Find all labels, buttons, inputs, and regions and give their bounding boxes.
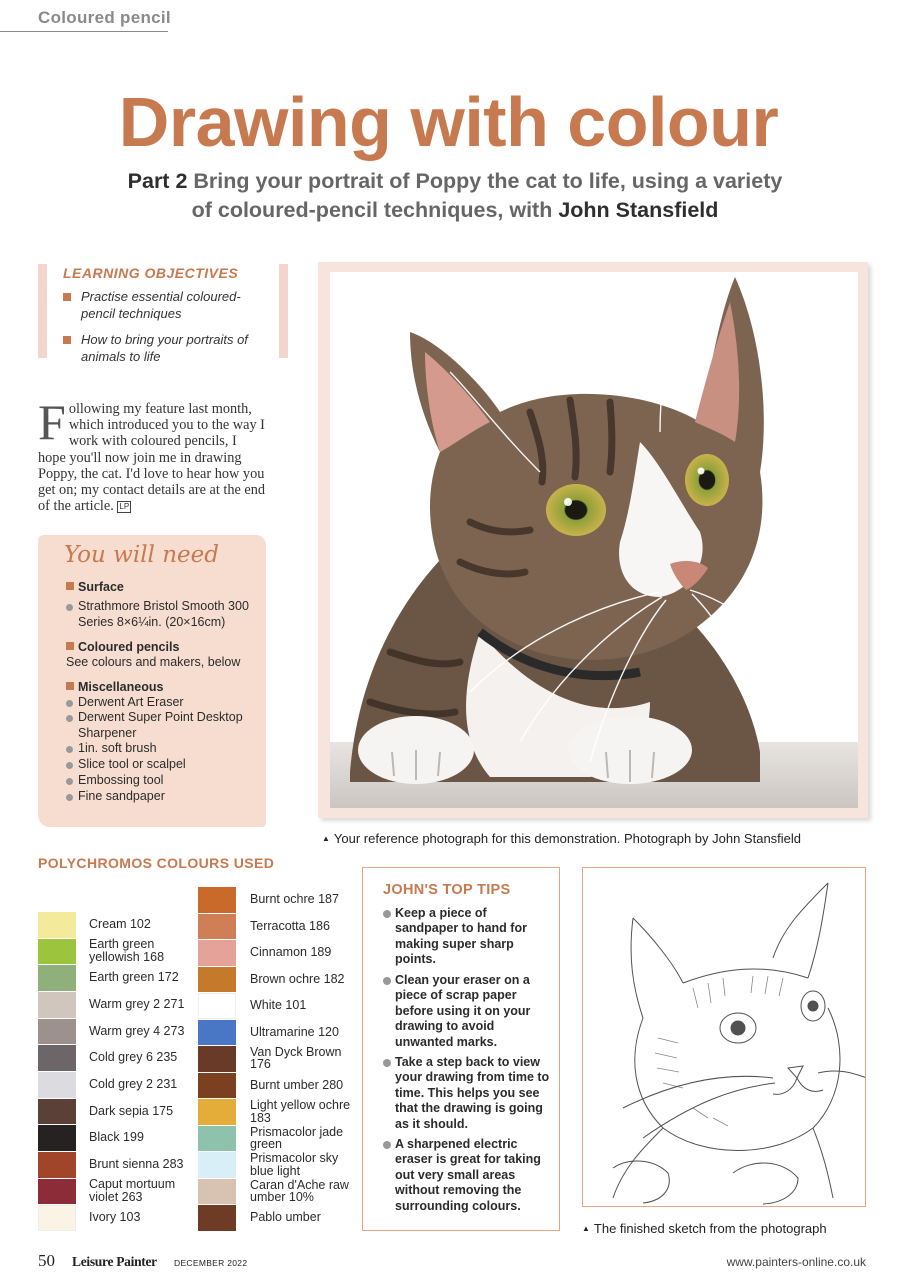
colour-name: Earth green yellowish 168 <box>89 937 165 964</box>
colour-swatch <box>38 911 76 938</box>
cat-photo-illustration <box>330 272 858 808</box>
bullet-square-icon <box>66 582 74 590</box>
colour-swatch <box>38 964 76 991</box>
colour-swatch <box>198 1045 236 1072</box>
colour-swatch <box>198 913 236 940</box>
tip-item: A sharpened electric eraser is great for taking out very small areas without removing the surrounding colours. <box>383 1137 553 1214</box>
colours-used-title: POLYCHROMOS COLOURS USED <box>38 855 275 871</box>
colour-swatch <box>38 1151 76 1178</box>
surface-heading: Surface <box>66 580 124 594</box>
colour-name: White 101 <box>250 998 307 1013</box>
colour-name: Cinnamon 189 <box>250 945 332 960</box>
pencils-heading: Coloured pencils <box>66 640 179 654</box>
colour-swatch <box>198 939 236 966</box>
colour-name: Dark sepia 175 <box>89 1103 174 1118</box>
cat-sketch-illustration <box>583 868 866 1207</box>
colour-name: Light yellow ochre 183 <box>250 1098 351 1125</box>
colour-swatch <box>198 1125 236 1152</box>
bullet-dot-icon <box>66 778 73 785</box>
colour-swatch <box>38 1044 76 1071</box>
colour-name: Brunt sienna 283 <box>89 1157 184 1172</box>
bullet-dot-icon <box>383 910 391 918</box>
bullet-square-icon <box>66 642 74 650</box>
learning-objectives-title: LEARNING OBJECTIVES <box>63 265 239 281</box>
bullet-dot-icon <box>66 762 73 769</box>
misc-heading: Miscellaneous <box>66 680 163 694</box>
colour-swatch <box>38 1178 76 1205</box>
colour-name: Burnt ochre 187 <box>250 892 339 907</box>
sketch-caption: ▲ The finished sketch from the photograph <box>582 1221 827 1236</box>
colour-swatch <box>38 1071 76 1098</box>
article-title: Drawing with colour <box>118 83 779 161</box>
colour-swatch <box>38 1018 76 1045</box>
learning-objective-item: How to bring your portraits of animals to life <box>63 331 273 365</box>
tip-item: Clean your eraser on a piece of scrap paper before using it on your drawing to avoid unwanted marks. <box>383 973 553 1050</box>
website-link[interactable]: www.painters-online.co.uk <box>726 1255 866 1269</box>
bullet-dot-icon <box>66 604 73 611</box>
colour-swatch <box>198 886 236 913</box>
bullet-dot-icon <box>66 700 73 707</box>
bullet-dot-icon <box>66 715 73 722</box>
bullet-square-icon <box>66 682 74 690</box>
colour-swatch <box>198 966 236 993</box>
page-number: 50 <box>38 1251 55 1270</box>
section-tag: Coloured pencil <box>38 8 171 27</box>
bullet-dot-icon <box>66 794 73 801</box>
drop-cap: F <box>38 394 66 450</box>
colour-name: Cold grey 6 235 <box>89 1050 178 1065</box>
colour-swatch <box>38 1098 76 1125</box>
part-label: Part 2 <box>127 169 188 193</box>
colour-swatch <box>38 991 76 1018</box>
colour-name: Ivory 103 <box>89 1210 141 1225</box>
issue-date: DECEMBER 2022 <box>174 1258 248 1268</box>
finished-sketch <box>582 867 866 1207</box>
tip-item: Take a step back to view your drawing from time to time. This helps you see that the drawing is going as it should. <box>383 1055 553 1132</box>
colour-name: Caran d'Ache raw umber 10% <box>250 1177 349 1205</box>
colour-name: Brown ochre 182 <box>250 971 345 986</box>
colour-swatch <box>198 1204 236 1231</box>
triangle-icon: ▲ <box>322 834 330 843</box>
colour-name: Caput mortuum violet 263 <box>89 1177 176 1204</box>
colour-name: Terracotta 186 <box>250 918 330 933</box>
intro-paragraph <box>38 394 266 515</box>
magazine-name: Leisure Painter <box>72 1254 157 1269</box>
bullet-dot-icon <box>383 1059 391 1067</box>
colour-name: Earth green 172 <box>89 970 179 985</box>
colour-name: Black 199 <box>89 1130 144 1145</box>
colour-swatch <box>38 938 76 965</box>
colour-name: Pablo umber <box>250 1210 321 1225</box>
colour-swatch <box>198 1098 236 1125</box>
colour-name: Ultramarine 120 <box>250 1024 339 1039</box>
misc-item: 1in. soft brush <box>66 741 256 757</box>
colour-name: Warm grey 2 271 <box>89 997 185 1012</box>
learning-objective-item: Practise essential coloured-pencil techniques <box>63 288 273 322</box>
bullet-dot-icon <box>383 977 391 985</box>
misc-item: Fine sandpaper <box>66 789 256 805</box>
misc-item: Embossing tool <box>66 773 256 789</box>
colour-swatch <box>38 1124 76 1151</box>
bullet-dot-icon <box>66 746 73 753</box>
tip-item: Keep a piece of sandpaper to hand for making super sharp points. <box>383 906 553 968</box>
author-name: John Stansfield <box>558 198 719 222</box>
section-rule <box>0 31 168 32</box>
pencils-note: See colours and makers, below <box>66 655 241 669</box>
colour-name: Cream 102 <box>89 917 151 932</box>
subtitle-text: Bring your portrait of Poppy the cat to life, using a variety of coloured-pencil techniques, with <box>191 169 783 222</box>
misc-item: Slice tool or scalpel <box>66 757 256 773</box>
triangle-icon: ▲ <box>582 1224 590 1233</box>
colour-name: Cold grey 2 231 <box>89 1077 178 1092</box>
colour-swatch <box>198 1072 236 1099</box>
photo-caption: ▲ Your reference photograph for this demonstration. Photograph by John Stansfield <box>322 831 802 846</box>
colour-swatch <box>198 992 236 1019</box>
article-subtitle <box>120 167 790 225</box>
bullet-square-icon <box>63 336 71 344</box>
end-mark-icon: LP <box>119 502 130 512</box>
you-will-need-title: You will need <box>64 542 219 568</box>
cat-photograph <box>330 272 858 808</box>
colour-name: Prismacolor sky blue light <box>250 1151 339 1178</box>
surface-item: Strathmore Bristol Smooth 300 Series 8×6¼in. (20×16cm) <box>66 599 256 630</box>
misc-item: Derwent Art Eraser <box>66 695 256 711</box>
top-tips-title: JOHN'S TOP TIPS <box>383 882 511 898</box>
colour-swatch <box>198 1178 236 1205</box>
intro-text: ollowing my feature last month, which introduced you to the way I work with coloured pencils, I hope you'll now join me in drawing Poppy, the cat. I'd love to hear how you get on; my contact details are at the end of the article. <box>38 401 266 515</box>
colour-name: Van Dyck Brown 176 <box>250 1044 342 1072</box>
misc-item: Derwent Super Point Desktop Sharpener <box>66 710 256 741</box>
bullet-dot-icon <box>383 1141 391 1149</box>
colour-swatch <box>198 1151 236 1178</box>
colour-swatch <box>38 1204 76 1231</box>
colour-name: Warm grey 4 273 <box>89 1023 185 1038</box>
bullet-square-icon <box>63 293 71 301</box>
colour-name: Prismacolor jade green <box>250 1124 344 1152</box>
colour-swatch <box>198 1019 236 1046</box>
colour-name: Burnt umber 280 <box>250 1077 344 1092</box>
